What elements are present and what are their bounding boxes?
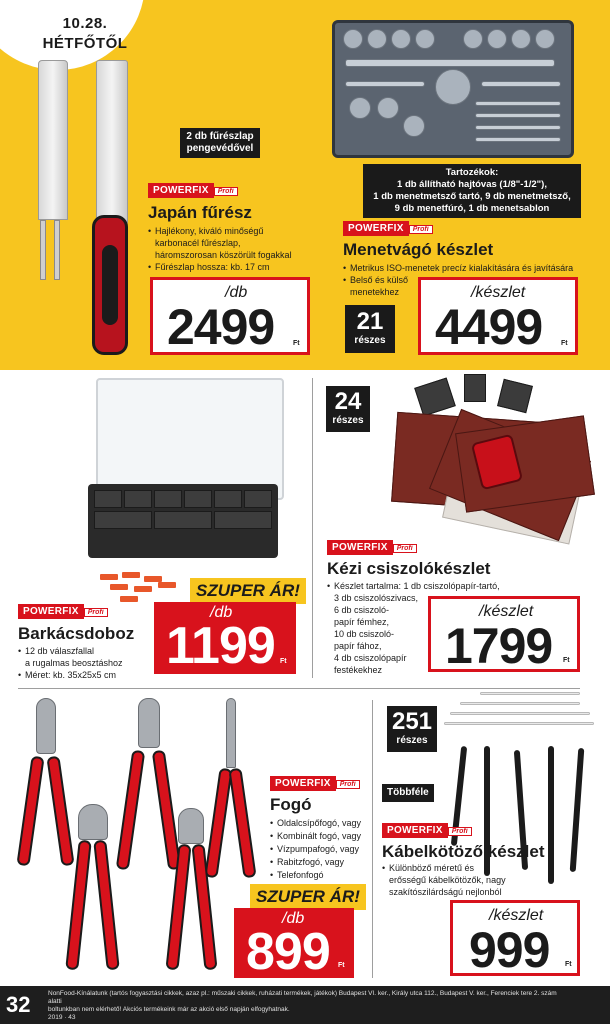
- price-unit: /készlet: [471, 284, 526, 301]
- saw-features: [148, 225, 318, 273]
- feature-item: • Belső és külső menetekhez: [343, 274, 605, 298]
- feature-item: • Rabitzfogó, vagy: [270, 856, 380, 869]
- price-value: 899: [246, 923, 330, 981]
- saw-note: 2 db fűrészlap pengevédővel: [180, 128, 260, 158]
- organizer-price-box: [154, 602, 296, 674]
- date-label: 10.28. HÉTFŐTŐL: [42, 15, 128, 52]
- feature-item: • Vízpumpafogó, vagy: [270, 843, 380, 856]
- pliers-title: Fogó: [270, 795, 312, 814]
- ties-features: [382, 862, 562, 898]
- tap-accessories-note: Tartozékok: 1 db állítható hajtóvas (1/8"-1/2"), 1 db menetmetsző tartó, 9 db menetmetsző, 9 db menetfúró, 1 db menetsablon: [363, 164, 581, 218]
- sanding-price-box: [428, 596, 580, 672]
- price-unit: /db: [210, 604, 233, 621]
- tap-brand-logo: POWERFIX Profi: [343, 218, 433, 236]
- tap-die-set-image: [332, 20, 574, 158]
- sanding-brand-logo: POWERFIX Profi: [327, 537, 417, 555]
- saw-brand-logo: POWERFIX Profi: [148, 180, 238, 198]
- saw-title: Japán fűrész: [148, 203, 252, 222]
- japanese-saw-image: [30, 55, 140, 355]
- ties-brand-logo: POWERFIX Profi: [382, 820, 472, 838]
- ties-price-box: [450, 900, 580, 976]
- legal-text: NonFood-Kínálatunk (tartós fogyasztási cikkek, azaz pl.: műszaki cikkek, ruházati termékek, játékok) Budapest VI. ker., Király utca 112., Budapest V. ker., Ferenciek tere 2. szám alatti boltunkban nem elérhető! Akciós termékeink már az akció első napján elfogyhatnak. 2019 · 43: [48, 990, 557, 1021]
- organizer-box-image: [88, 484, 278, 558]
- lower-vertical-divider: [372, 700, 373, 978]
- page-number: 32: [6, 992, 31, 1017]
- organizer-title: Barkácsdoboz: [18, 624, 135, 643]
- ties-piece-count-badge: 251 részes: [387, 706, 437, 752]
- organizer-features: [18, 645, 158, 681]
- feature-item: • Oldalcsípőfogó, vagy: [270, 817, 380, 830]
- price-value: 1799: [445, 618, 553, 674]
- price-currency: Ft: [338, 962, 345, 969]
- feature-item: • 12 db válaszfallal a rugalmas beosztáshoz: [18, 645, 158, 669]
- price-unit: /db: [282, 910, 305, 927]
- price-value: 4499: [435, 299, 543, 355]
- middle-divider: [312, 378, 313, 678]
- pliers-features: [270, 817, 380, 882]
- ties-variety-label: Többféle: [382, 784, 434, 802]
- tap-piece-count-badge: 21 részes: [345, 305, 395, 353]
- price-value: 999: [469, 922, 550, 978]
- tap-price-box: [418, 277, 578, 355]
- feature-item: • Metrikus ISO-menetek precíz kialakítására és javítására: [343, 262, 605, 274]
- feature-item: • Kombinált fogó, vagy: [270, 830, 380, 843]
- price-currency: Ft: [565, 961, 572, 968]
- price-unit: /db: [225, 284, 248, 301]
- price-unit: /készlet: [489, 907, 544, 924]
- pliers-brand-logo: POWERFIX Profi: [270, 773, 360, 791]
- feature-item: • Hajlékony, kiváló minőségű karbonacél fűrészlap, háromszorosan köszörült fogakkal: [148, 225, 318, 261]
- lower-divider: [18, 688, 580, 689]
- organizer-brand-logo: POWERFIX Profi: [18, 601, 108, 619]
- pliers-price-box: [234, 908, 354, 981]
- organizer-super-price-label: SZUPER ÁR!: [190, 578, 306, 604]
- price-value: 2499: [167, 299, 275, 355]
- sanding-set-image: [380, 372, 600, 552]
- saw-price-box: [150, 277, 310, 355]
- organizer-lid-image: [96, 378, 284, 500]
- ties-title: Kábelkötöző készlet: [382, 842, 545, 861]
- pliers-super-price-label: SZUPER ÁR!: [250, 884, 366, 910]
- feature-item: • Készlet tartalma: 1 db csiszolópapír-tartó, 3 db csiszolószivacs, 6 db csiszoló- papír fémhez, 10 db csiszoló- papír fához, 4 db csiszolópapír festékekhez: [327, 580, 527, 676]
- sanding-title: Kézi csiszolókészlet: [327, 559, 491, 578]
- feature-item: • Méret: kb. 35x25x5 cm: [18, 669, 158, 681]
- feature-item: • Fűrészlap hossza: kb. 17 cm: [148, 261, 318, 273]
- feature-item: • Telefonfogó: [270, 869, 380, 882]
- price-unit: /készlet: [479, 603, 534, 620]
- sanding-piece-count-badge: 24 részes: [326, 386, 370, 432]
- feature-item: • Különböző méretű és erősségű kábelkötözők, nagy szakítószilárdságú nejlonból: [382, 862, 562, 898]
- price-currency: Ft: [563, 657, 570, 664]
- price-currency: Ft: [561, 340, 568, 347]
- price-currency: Ft: [280, 658, 287, 665]
- price-currency: Ft: [293, 340, 300, 347]
- price-value: 1199: [166, 617, 275, 675]
- tap-title: Menetvágó készlet: [343, 240, 494, 259]
